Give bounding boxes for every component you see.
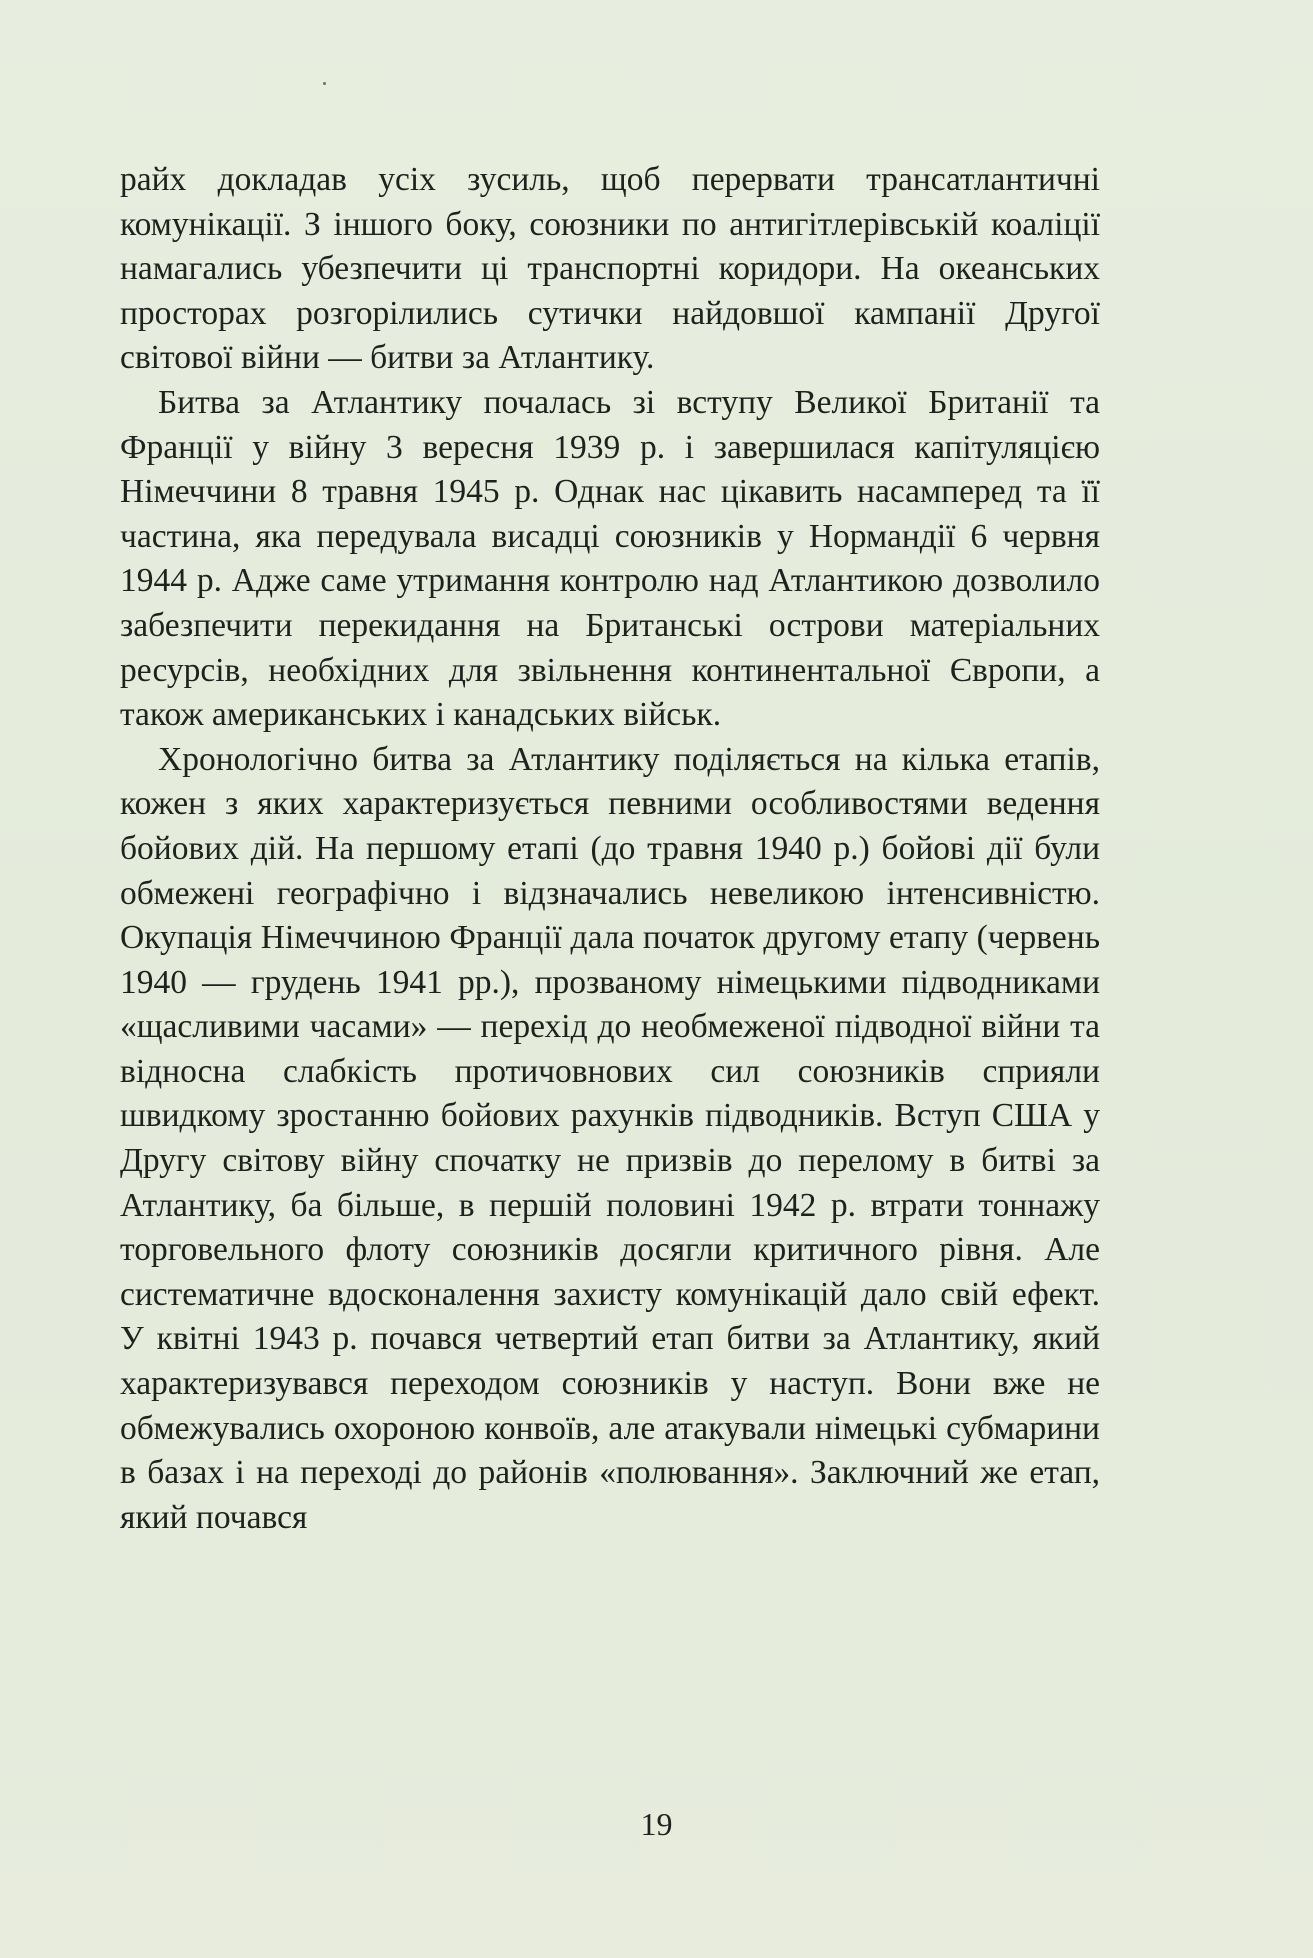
body-text bbox=[120, 158, 1100, 1540]
paper-speck bbox=[323, 82, 326, 85]
paragraph-3: Хронологічно битва за Атлантику поділяється на кілька етапів, кожен з яких характеризується певними особливостями ведення бойових дій. На першому етапі (до травня 1940 р.) бойові дії були обмежені географічно і відзначались невеликою інтенсивністю. Окупація Німеччиною Франції дала початок другому етапу (червень 1940 — грудень 1941 рр.), прозваному німецькими підводниками «щасливими часами» — перехід до необмеженої підводної війни та відносна слабкість протичовнових сил союзників сприяли швидкому зростанню бойових рахунків підводників. Вступ США у Другу світову війну спочатку не призвів до перелому в битві за Атлантику, ба більше, в першій половині 1942 р. втрати тоннажу торговельного флоту союзників досягли критичного рівня. Але систематичне вдосконалення захисту комунікацій дало свій ефект. У квітні 1943 р. почався четвертий етап битви за Атлантику, який характеризувався переходом союзників у наступ. Вони вже не обмежувались охороною конвоїв, але атакували німецькі субмарини в базах і на переході до районів «полювання». Заключний же етап, який почався bbox=[120, 740, 1100, 1536]
paragraph-1: райх докладав усіх зусиль, щоб перервати трансатлантичні комунікації. З іншого боку, союзники по антигітлерівській коаліції намагались убезпечити ці транспортні коридори. На океанських просторах розгорілились сутички найдовшої кампанії Другої світової війни — битви за Атлантику. bbox=[120, 161, 1100, 377]
paragraph-2: Битва за Атлантику почалась зі вступу Великої Британії та Франції у війну 3 вересня 1939 р. і завершилася капітуляцією Німеччини 8 травня 1945 р. Однак нас цікавить насамперед та її частина, яка передувала висадці союзників у Нормандії 6 червня 1944 р. Адже саме утримання контролю над Атлантикою дозволило забезпечити перекидання на Британські острови матеріальних ресурсів, необхідних для звільнення континентальної Європи, а також американських і канадських військ. bbox=[120, 383, 1100, 734]
page-number: 19 bbox=[640, 1806, 673, 1842]
